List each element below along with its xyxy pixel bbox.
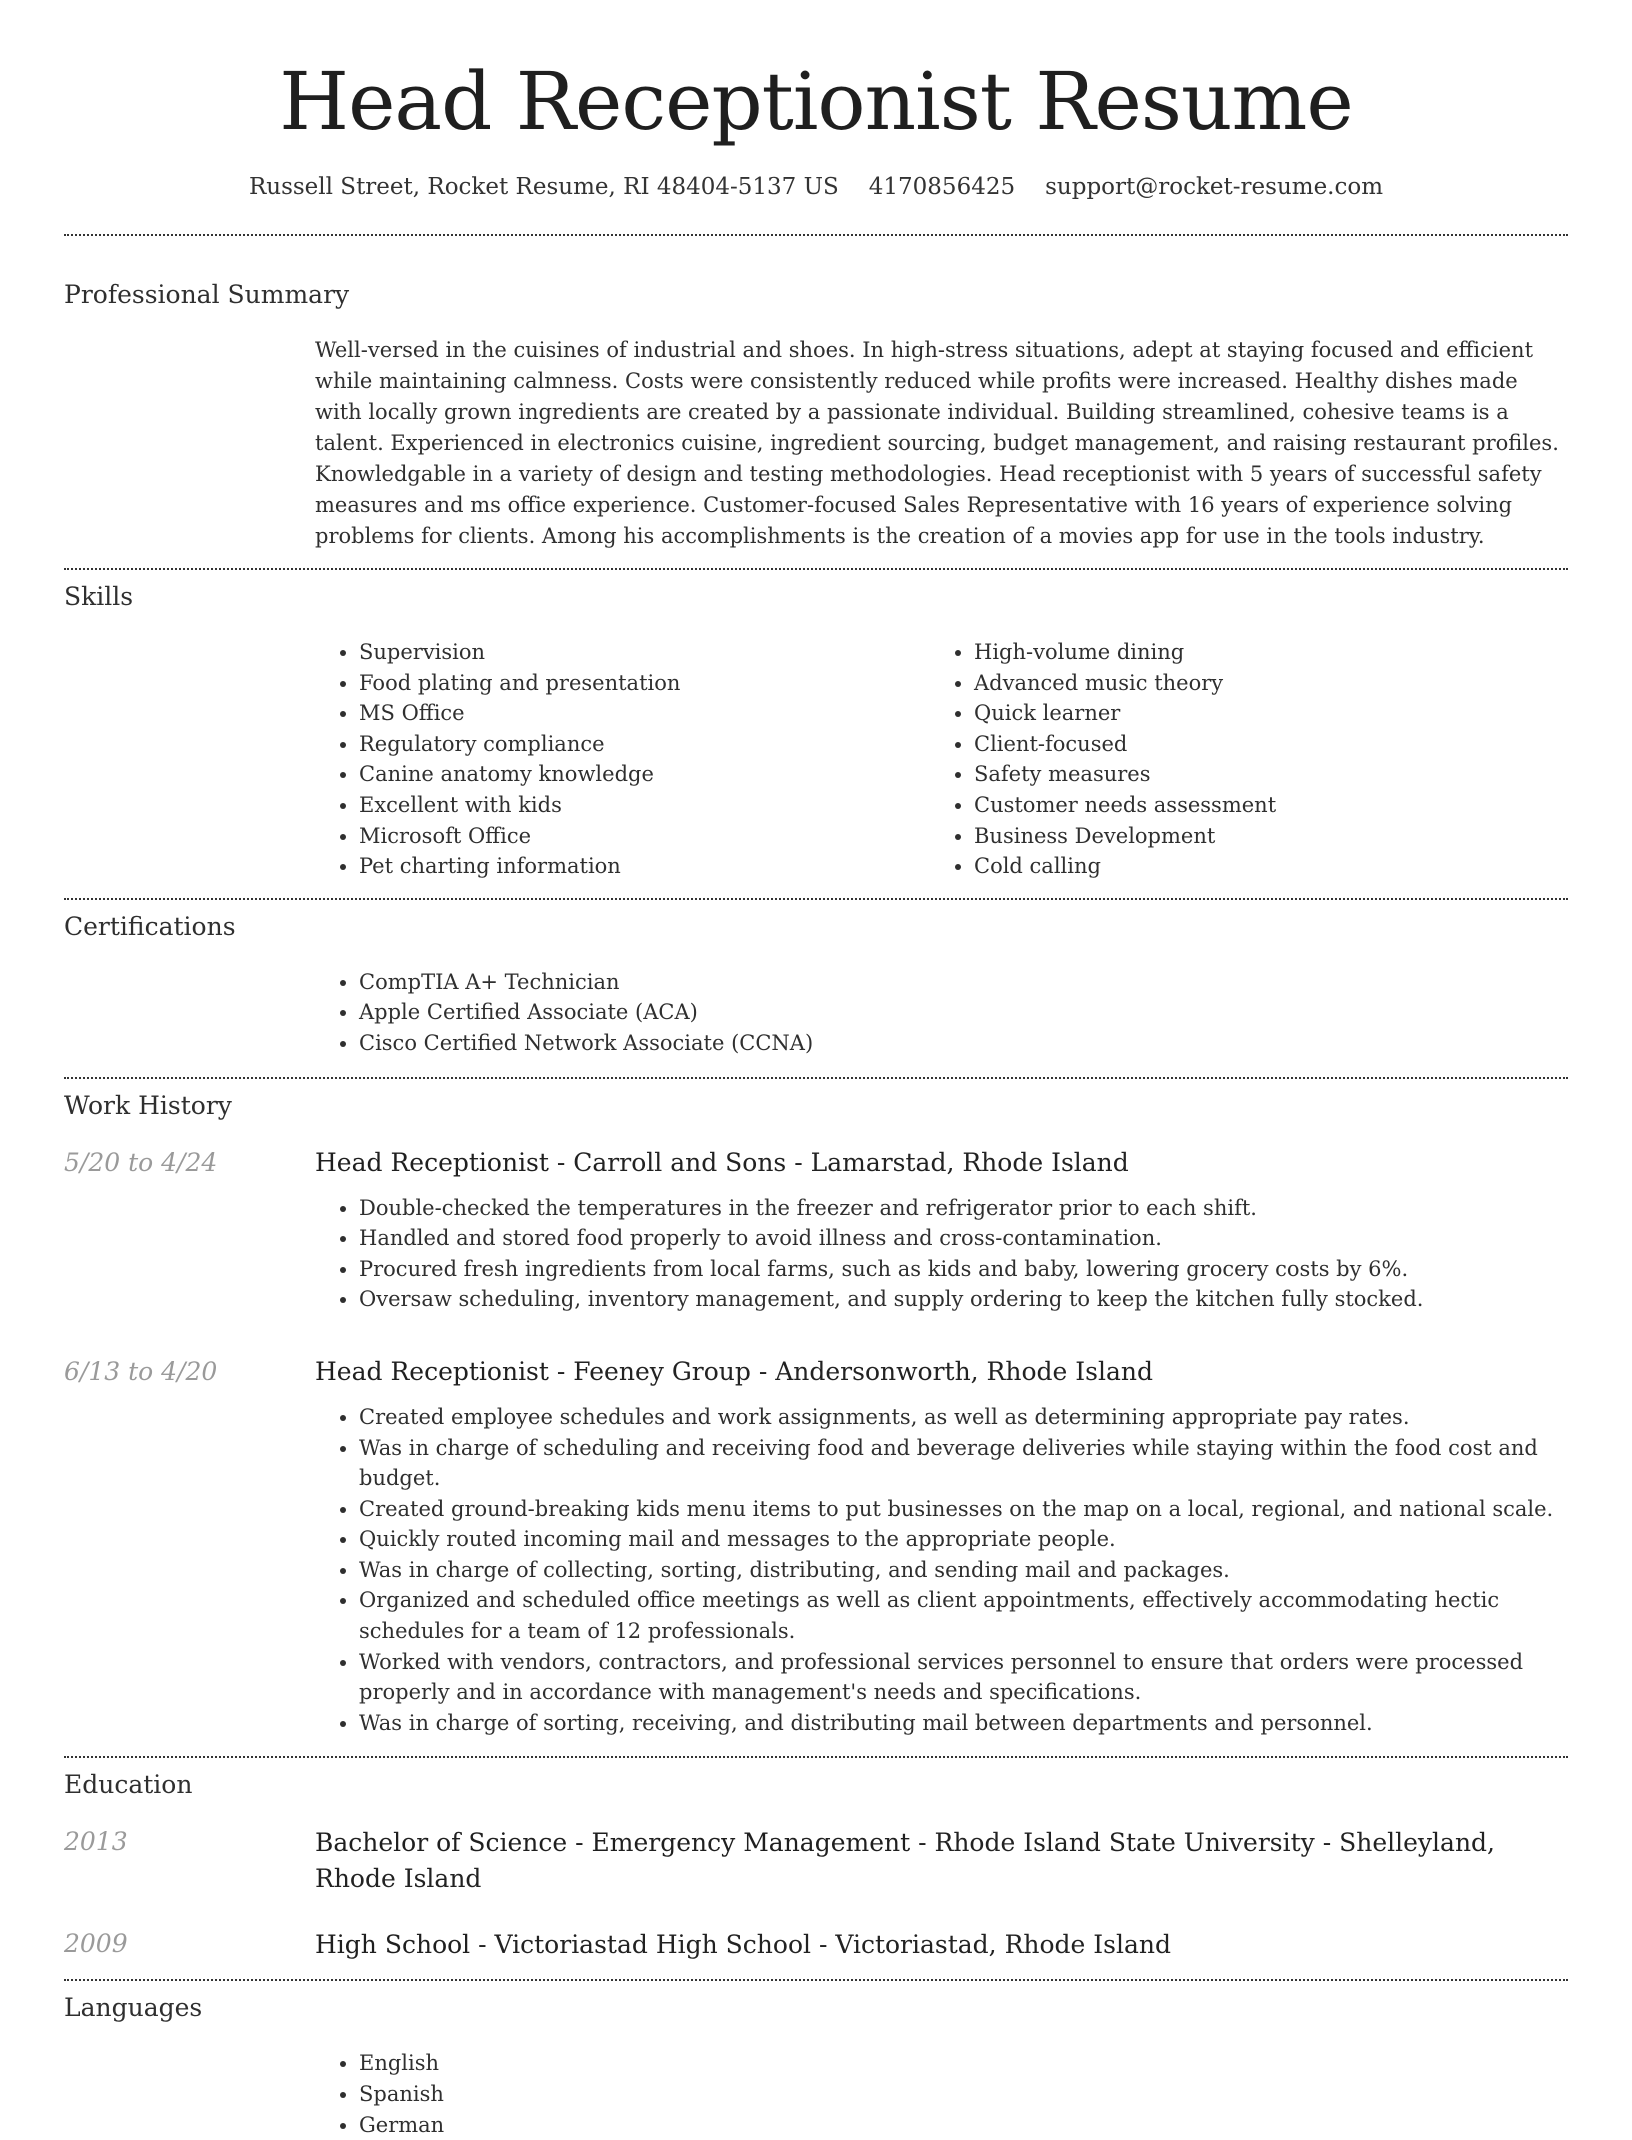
education-line	[315, 1927, 1568, 1963]
education-school: - Victoriastad High School - Victoriastad, Rhode Island	[470, 1930, 1172, 1960]
skill-item: • Business Development	[974, 821, 1545, 852]
languages-list	[315, 2048, 1568, 2140]
skill-item: • Client-focused	[974, 729, 1545, 760]
certifications-heading: Certifications	[64, 911, 236, 941]
work-history-list	[64, 1146, 1568, 1757]
education-entry	[64, 1825, 1568, 1897]
job-title-line	[315, 1355, 1568, 1389]
job-bullet: • Handled and stored food properly to avoid illness and cross-contamination.	[359, 1223, 1568, 1254]
skill-item: • Canine anatomy knowledge	[359, 759, 930, 790]
education-list	[64, 1825, 1568, 1979]
skill-item: • MS Office	[359, 698, 930, 729]
job-bullet: • Created ground-breaking kids menu items to put businesses on the map on a local, regional, and national scale.	[359, 1494, 1568, 1525]
certifications-list	[315, 967, 1568, 1077]
education-year: 2013	[64, 1827, 128, 1857]
education-heading: Education	[64, 1770, 193, 1800]
skill-item: • Excellent with kids	[359, 790, 930, 821]
job-bullet: • Created employee schedules and work assignments, as well as determining appropriate pay rates.	[359, 1402, 1568, 1433]
job-bullet: • Procured fresh ingredients from local farms, such as kids and baby, lowering grocery costs by 6%.	[359, 1254, 1568, 1285]
skills-right-column	[930, 637, 1545, 882]
education-year: 2009	[64, 1929, 128, 1959]
resume-title: Head Receptionist Resume	[279, 55, 1353, 148]
language-item: • Spanish	[359, 2079, 1568, 2110]
skill-item: • Cold calling	[974, 851, 1545, 882]
skill-item: • Regulatory compliance	[359, 729, 930, 760]
summary-text: Well-versed in the cuisines of industrial and shoes. In high-stress situations, adept at staying focused and efficient while maintaining calmness. Costs were consistently reduced while profits were increased. Healthy dishes made with locally grown ingredients are created by a passionate individual. Building streamlined, cohesive teams is a talent. Experienced in electronics cuisine, ingredient sourcing, budget management, and raising restaurant profiles. Knowledgable in a variety of design and testing methodologies. Head receptionist with 5 years of successful safety measures and ms office experience. Customer-focused Sales Representative with 16 years of experience solving problems for clients. Among his accomplishments is the creation of a movies app for use in the tools industry.	[315, 338, 1559, 548]
contact-email: support@rocket-resume.com	[1045, 174, 1384, 200]
job-bullets	[315, 1402, 1568, 1739]
education-degree: Bachelor of Science - Emergency Management	[315, 1828, 911, 1858]
skill-item: • Pet charting information	[359, 851, 930, 882]
skills-heading: Skills	[64, 582, 134, 611]
divider	[64, 1979, 1568, 1981]
languages-heading: Languages	[64, 1993, 203, 2023]
skills-left-column	[315, 637, 930, 882]
certification-item: • Cisco Certified Network Associate (CCNA)	[359, 1028, 1568, 1059]
job-employer: - Carroll and Sons - Lamarstad, Rhode Island	[548, 1147, 1129, 1177]
certification-item: • Apple Certified Associate (ACA)	[359, 997, 1568, 1028]
job-bullet: • Was in charge of collecting, sorting, distributing, and sending mail and packages.	[359, 1555, 1568, 1586]
job-bullets	[315, 1193, 1568, 1315]
job-bullet: • Worked with vendors, contractors, and professional services personnel to ensure that orders were processed properly and in accordance with management's needs and specifications.	[359, 1647, 1568, 1708]
job-role: Head Receptionist	[315, 1147, 549, 1177]
contact-line	[64, 174, 1568, 200]
resume-page	[64, 0, 1568, 2140]
skill-item: • Customer needs assessment	[974, 790, 1545, 821]
job-bullet: • Double-checked the temperatures in the freezer and refrigerator prior to each shift.	[359, 1193, 1568, 1224]
job-dates: 5/20 to 4/24	[64, 1147, 218, 1177]
job-bullet: • Was in charge of scheduling and receiving food and beverage deliveries while staying within the food cost and budget.	[359, 1433, 1568, 1494]
skill-item: • High-volume dining	[974, 637, 1545, 668]
job-bullet: • Was in charge of sorting, receiving, and distributing mail between departments and personnel.	[359, 1708, 1568, 1739]
skill-item: • Microsoft Office	[359, 821, 930, 852]
job-employer: - Feeney Group - Andersonworth, Rhode Island	[548, 1356, 1153, 1386]
contact-address: Russell Street, Rocket Resume, RI 48404-5137 US	[248, 174, 839, 200]
work-history-heading: Work History	[64, 1090, 232, 1120]
divider	[64, 1756, 1568, 1758]
divider	[64, 898, 1568, 900]
job-entry	[64, 1146, 1568, 1315]
divider	[64, 1077, 1568, 1079]
language-item: • English	[359, 2048, 1568, 2079]
contact-phone: 4170856425	[868, 174, 1016, 200]
education-degree: High School	[315, 1930, 471, 1960]
summary-heading: Professional Summary	[64, 280, 350, 309]
skill-item: • Safety measures	[974, 759, 1545, 790]
skill-item: • Supervision	[359, 637, 930, 668]
skill-item: • Quick learner	[974, 698, 1545, 729]
divider	[64, 234, 1568, 236]
job-bullet: • Oversaw scheduling, inventory management, and supply ordering to keep the kitchen fully stocked.	[359, 1284, 1568, 1315]
skills-list	[315, 637, 1568, 898]
job-title-line	[315, 1146, 1568, 1180]
divider	[64, 568, 1568, 570]
education-entry	[64, 1927, 1568, 1963]
skill-item: • Food plating and presentation	[359, 668, 930, 699]
job-role: Head Receptionist	[315, 1356, 549, 1386]
skill-item: • Advanced music theory	[974, 668, 1545, 699]
job-bullet: • Quickly routed incoming mail and messages to the appropriate people.	[359, 1524, 1568, 1555]
education-line	[315, 1825, 1568, 1897]
language-item: • German	[359, 2110, 1568, 2140]
education-school: - Rhode Island State University - Shelleyland, Rhode Island	[315, 1828, 1495, 1894]
certification-item: • CompTIA A+ Technician	[359, 967, 1568, 998]
job-bullet: • Organized and scheduled office meetings as well as client appointments, effectively accommodating hectic schedules for a team of 12 professionals.	[359, 1585, 1568, 1646]
job-dates: 6/13 to 4/20	[64, 1356, 218, 1386]
job-entry	[64, 1355, 1568, 1739]
